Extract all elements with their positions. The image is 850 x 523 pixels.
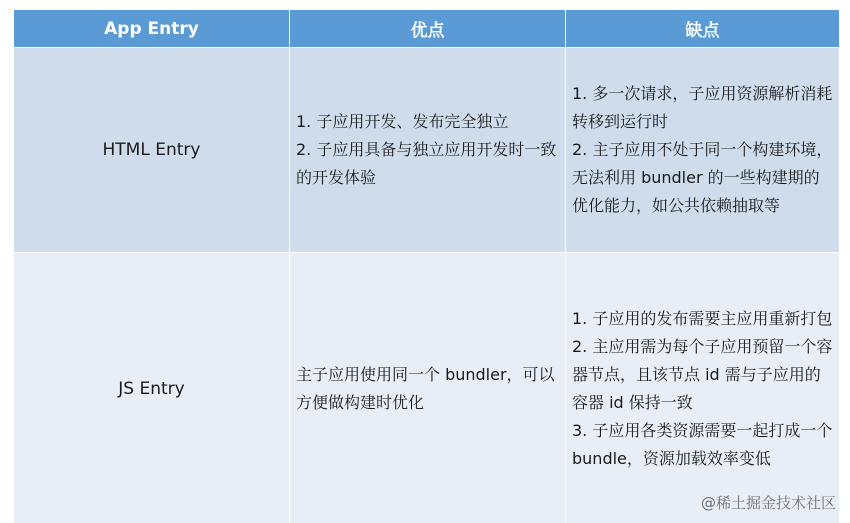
comparison-table-container	[13, 9, 839, 523]
header-app-entry: App Entry	[14, 10, 290, 48]
cons-item: 3. 子应用各类资源需要一起打成一个 bundle，资源加载效率变低	[572, 421, 833, 468]
cons-cell	[566, 253, 840, 523]
header-cons: 缺点	[566, 10, 840, 48]
table-header-row	[14, 10, 840, 48]
table-row-html-entry	[14, 48, 840, 253]
table-row-js-entry	[14, 253, 840, 523]
header-pros: 优点	[290, 10, 566, 48]
entry-name-cell: JS Entry	[14, 253, 290, 523]
cons-item: 1. 多一次请求，子应用资源解析消耗转移到运行时	[572, 84, 833, 131]
pros-item: 主子应用使用同一个 bundler，可以方便做构建时优化	[296, 365, 555, 412]
pros-cell	[290, 253, 566, 523]
pros-cell	[290, 48, 566, 253]
pros-item: 2. 子应用具备与独立应用开发时一致的开发体验	[296, 140, 557, 187]
entry-name-cell: HTML Entry	[14, 48, 290, 253]
cons-item: 2. 主子应用不处于同一个构建环境，无法利用 bundler 的一些构建期的优化能力，如公共依赖抽取等	[572, 140, 833, 215]
cons-item: 2. 主应用需为每个子应用预留一个容器节点，且该节点 id 需与子应用的容器 id 保持一致	[572, 337, 833, 412]
cons-item: 1. 子应用的发布需要主应用重新打包	[572, 309, 833, 328]
watermark-text: @稀土掘金技术社区	[700, 494, 836, 512]
pros-item: 1. 子应用开发、发布完全独立	[296, 112, 509, 131]
cons-cell	[566, 48, 840, 253]
comparison-table	[13, 9, 840, 523]
